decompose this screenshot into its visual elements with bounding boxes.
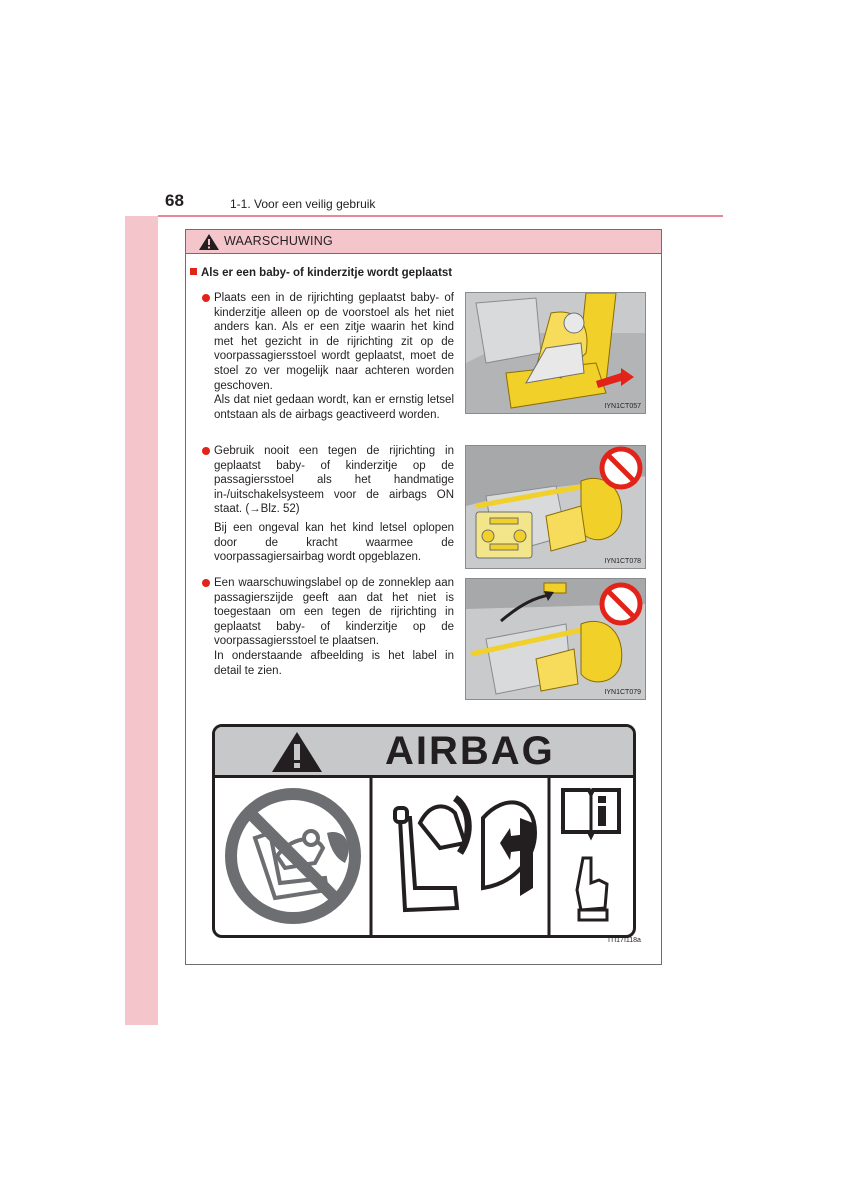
figure-forward-facing-seat [465,292,646,414]
square-bullet-icon [190,268,197,275]
header-rule [158,215,723,217]
airbag-pictogram-panel [215,778,633,935]
airbag-deployment-icon [395,798,535,910]
rear-facing-seat-illustration [466,446,646,569]
airbag-figure-code: ITI17I118a [608,937,641,944]
warning-header [186,230,661,254]
warning-box [185,229,662,965]
page-number: 68 [165,191,184,210]
bullet-item-1 [202,291,454,422]
warning-subheading [190,267,452,279]
bullet-item-3 [202,576,454,678]
airbag-warning-label [212,724,636,938]
bullet-1-paragraph-1: Plaats een in de rijrichting geplaatst baby- of kinderzitje alleen op de voorstoel als het niet anders kan. Als er een zitje waarin het kind met het gezicht in de rijrichting zit op de voorpassagiersstoel wordt geplaatst, moet de stoel zo ver mogelijk naar achteren worden geschoven. [214,292,454,392]
warning-subheading-text: Als er een baby- of kinderzitje wordt geplaatst [201,267,453,279]
figure-code: IYN1CT057 [604,403,641,410]
airbag-label-header [215,727,633,778]
forward-facing-seat-illustration [466,293,646,414]
bullet-3-paragraph-2: In onderstaande afbeelding is het label in detail te zien. [214,649,454,677]
figure-rear-facing-seat-prohibited [465,445,646,569]
airbag-label-word: AIRBAG [385,729,555,773]
bullet-2-paragraph-1: Gebruik nooit een tegen de rijrichting in geplaatst baby- of kinderzitje op de passagiersstoel als het handmatige in-/uitschakelsysteem voor de airbags ON staat. (→Blz. 52) [214,445,454,516]
bullet-dot-icon [202,579,210,587]
chapter-side-tab [125,175,158,1025]
warning-title: WAARSCHUWING [224,234,333,248]
header-band [125,175,723,216]
bullet-item-2 [202,444,454,565]
section-title: 1-1. Voor een veilig gebruik [230,197,376,211]
bullet-1-paragraph-2: Als dat niet gedaan wordt, kan er ernstig letsel ontstaan als de airbags geactiveerd worden. [214,394,454,421]
figure-sun-visor-label [465,578,646,700]
bullet-dot-icon [202,294,210,302]
sun-visor-illustration [466,579,646,700]
read-manual-icon [563,790,619,920]
bullet-3-paragraph-1: Een waarschuwingslabel op de zonneklep aan passagierszijde geeft aan dat het niet is toegestaan om een tegen de rijrichting in geplaatst baby- of kinderzitje op de voorpassagiersstoel te plaatsen. [214,577,454,648]
figure-code: IYN1CT078 [604,558,641,565]
warning-triangle-icon [271,731,323,773]
figure-code: IYN1CT079 [604,689,641,696]
no-rear-facing-child-seat-icon [231,794,355,918]
bullet-dot-icon [202,447,210,455]
warning-triangle-icon [199,234,219,250]
bullet-2-paragraph-2: Bij een ongeval kan het kind letsel oplopen door de kracht waarmee de voorpassagiersairbag wordt opgeblazen. [214,521,454,564]
